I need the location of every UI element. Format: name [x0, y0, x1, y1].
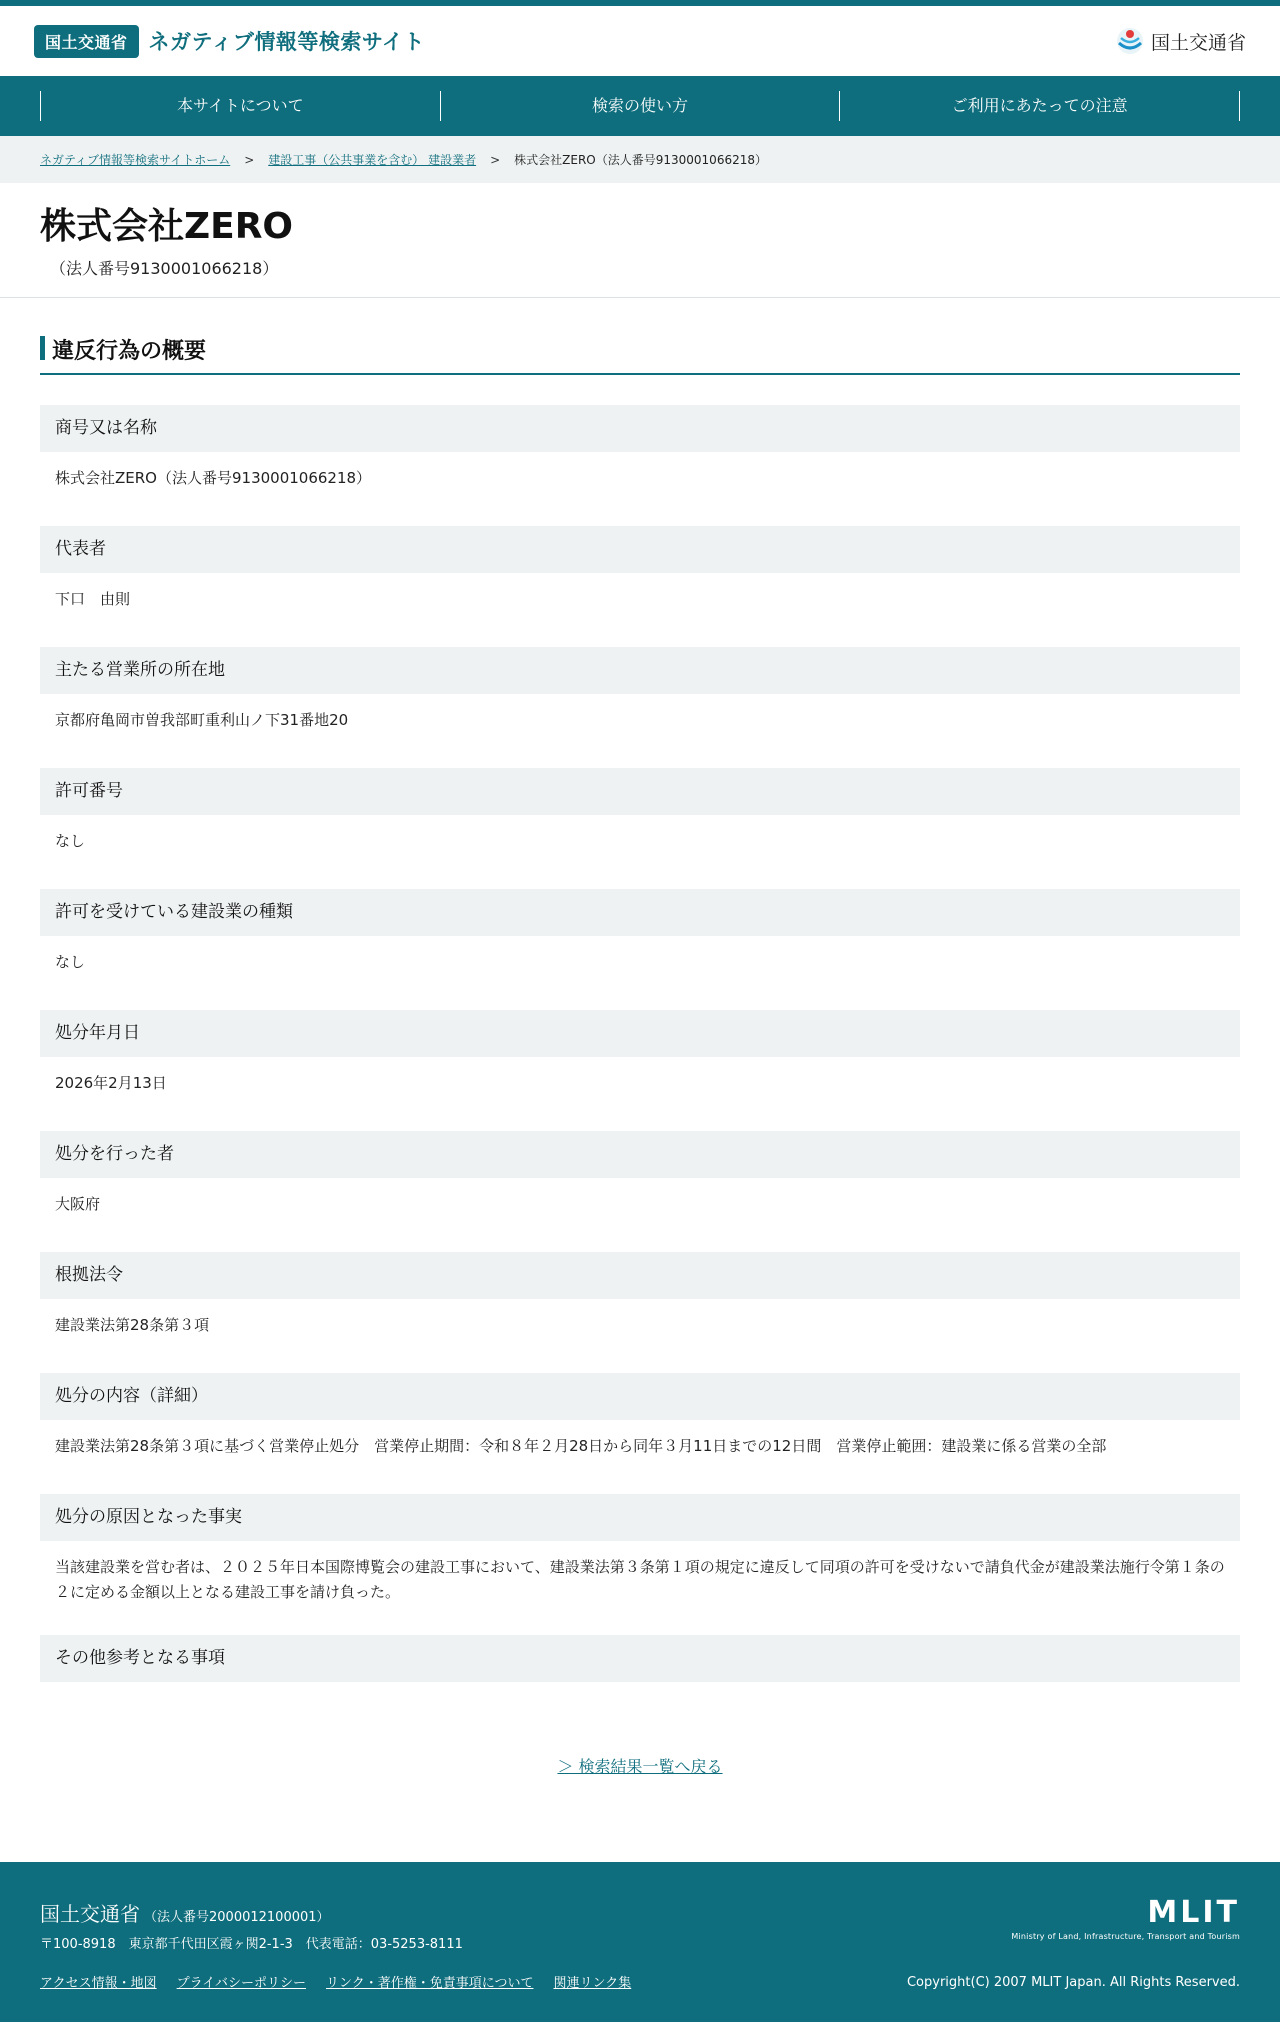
item-value: 2026年2月13日 [55, 1074, 167, 1093]
footer-right [906, 1895, 1240, 1990]
footer-address: 〒100-8918 東京都千代田区霞ヶ関2-1-3 代表電話：03-5253-8111 [40, 1937, 463, 1952]
detail-item [40, 647, 1240, 754]
page-heading [0, 183, 1280, 298]
nav-item-about[interactable]: 本サイトについて [40, 91, 440, 121]
item-label: 根拠法令 [40, 1252, 1240, 1299]
main-content [0, 298, 1280, 1777]
ministry-badge: 国土交通省 [34, 25, 139, 58]
mlit-tagline: Ministry of Land, Infrastructure, Transport and Tourism [1011, 1932, 1240, 1941]
copyright: Copyright(C) 2007 MLIT Japan. All Rights Reserved. [906, 1975, 1240, 1990]
item-value: 株式会社ZERO（法人番号9130001066218） [55, 469, 372, 488]
detail-item [40, 1252, 1240, 1359]
back-link-container [40, 1754, 1240, 1777]
footer-link-copyright[interactable]: リンク・著作権・免責事項について [325, 1976, 534, 1991]
item-value: 下口 由則 [55, 590, 131, 609]
footer-org-number: （法人番号2000012100001） [144, 1910, 330, 1925]
item-label: その他参考となる事項 [40, 1635, 1240, 1682]
item-label: 商号又は名称 [40, 405, 1240, 452]
item-label: 代表者 [40, 526, 1240, 573]
item-label: 許可を受けている建設業の種類 [40, 889, 1240, 936]
site-title[interactable]: ネガティブ情報等検索サイト [148, 30, 425, 54]
item-label: 処分の内容（詳細） [40, 1373, 1240, 1420]
section-title: 違反行為の概要 [40, 334, 1240, 375]
item-value: 大阪府 [55, 1195, 101, 1214]
item-label: 主たる営業所の所在地 [40, 647, 1240, 694]
detail-item [40, 1635, 1240, 1682]
detail-item [40, 1010, 1240, 1117]
item-label: 許可番号 [40, 768, 1240, 815]
footer-link-privacy[interactable]: プライバシーポリシー [176, 1976, 306, 1991]
item-value: なし [55, 832, 86, 851]
mlit-wordmark[interactable]: MLIT [1147, 1895, 1240, 1930]
detail-item [40, 405, 1240, 512]
mlit-logo[interactable] [1115, 26, 1246, 56]
site-footer [0, 1862, 1280, 2022]
footer-link-access[interactable]: アクセス情報・地図 [40, 1976, 157, 1991]
breadcrumb [0, 136, 1280, 183]
footer-link-related[interactable]: 関連リンク集 [553, 1976, 632, 1991]
item-value: なし [55, 953, 86, 972]
item-value: 建設業法第28条第３項 [55, 1316, 210, 1335]
breadcrumb-category[interactable]: 建設工事（公共事業を含む） 建設業者 [268, 153, 477, 167]
nav-item-usage-notes[interactable]: ご利用にあたっての注意 [839, 91, 1240, 121]
global-nav [0, 76, 1280, 136]
detail-item [40, 768, 1240, 875]
back-to-results-link[interactable]: ＞ 検索結果一覧へ戻る [557, 1756, 723, 1776]
breadcrumb-current: 株式会社ZERO（法人番号9130001066218） [514, 153, 767, 167]
footer-org-name: 国土交通省 [40, 1902, 140, 1926]
nav-item-how-to-search[interactable]: 検索の使い方 [440, 91, 840, 121]
site-brand[interactable] [34, 25, 425, 58]
breadcrumb-separator: > [244, 152, 255, 167]
mlit-emblem-icon [1115, 26, 1145, 56]
page-subtitle: （法人番号9130001066218） [50, 259, 279, 279]
breadcrumb-separator: > [490, 152, 501, 167]
detail-item [40, 889, 1240, 996]
item-label: 処分年月日 [40, 1010, 1240, 1057]
item-value: 京都府亀岡市曽我部町重利山ノ下31番地20 [55, 711, 349, 730]
breadcrumb-home[interactable]: ネガティブ情報等検索サイトホーム [40, 153, 231, 167]
item-label: 処分の原因となった事実 [40, 1494, 1240, 1541]
item-value: 建設業法第28条第３項に基づく営業停止処分 営業停止期間：令和８年２月28日から同年３月11日までの12日間 営業停止範囲：建設業に係る営業の全部 [55, 1437, 1107, 1456]
item-label: 処分を行った者 [40, 1131, 1240, 1178]
mlit-logo-text: 国土交通省 [1150, 31, 1246, 54]
detail-item [40, 1373, 1240, 1480]
detail-item [40, 526, 1240, 633]
page-title: 株式会社ZERO [40, 206, 294, 247]
detail-item [40, 1131, 1240, 1238]
detail-item [40, 1494, 1240, 1621]
site-header [0, 6, 1280, 76]
item-value: 当該建設業を営む者は、２０２５年日本国際博覧会の建設工事において、建設業法第３条第１項の規定に違反して同項の許可を受けないで請負代金が建設業法施行令第１条の２に定める金額以上となる建設工事を請け負った。 [55, 1558, 1225, 1601]
